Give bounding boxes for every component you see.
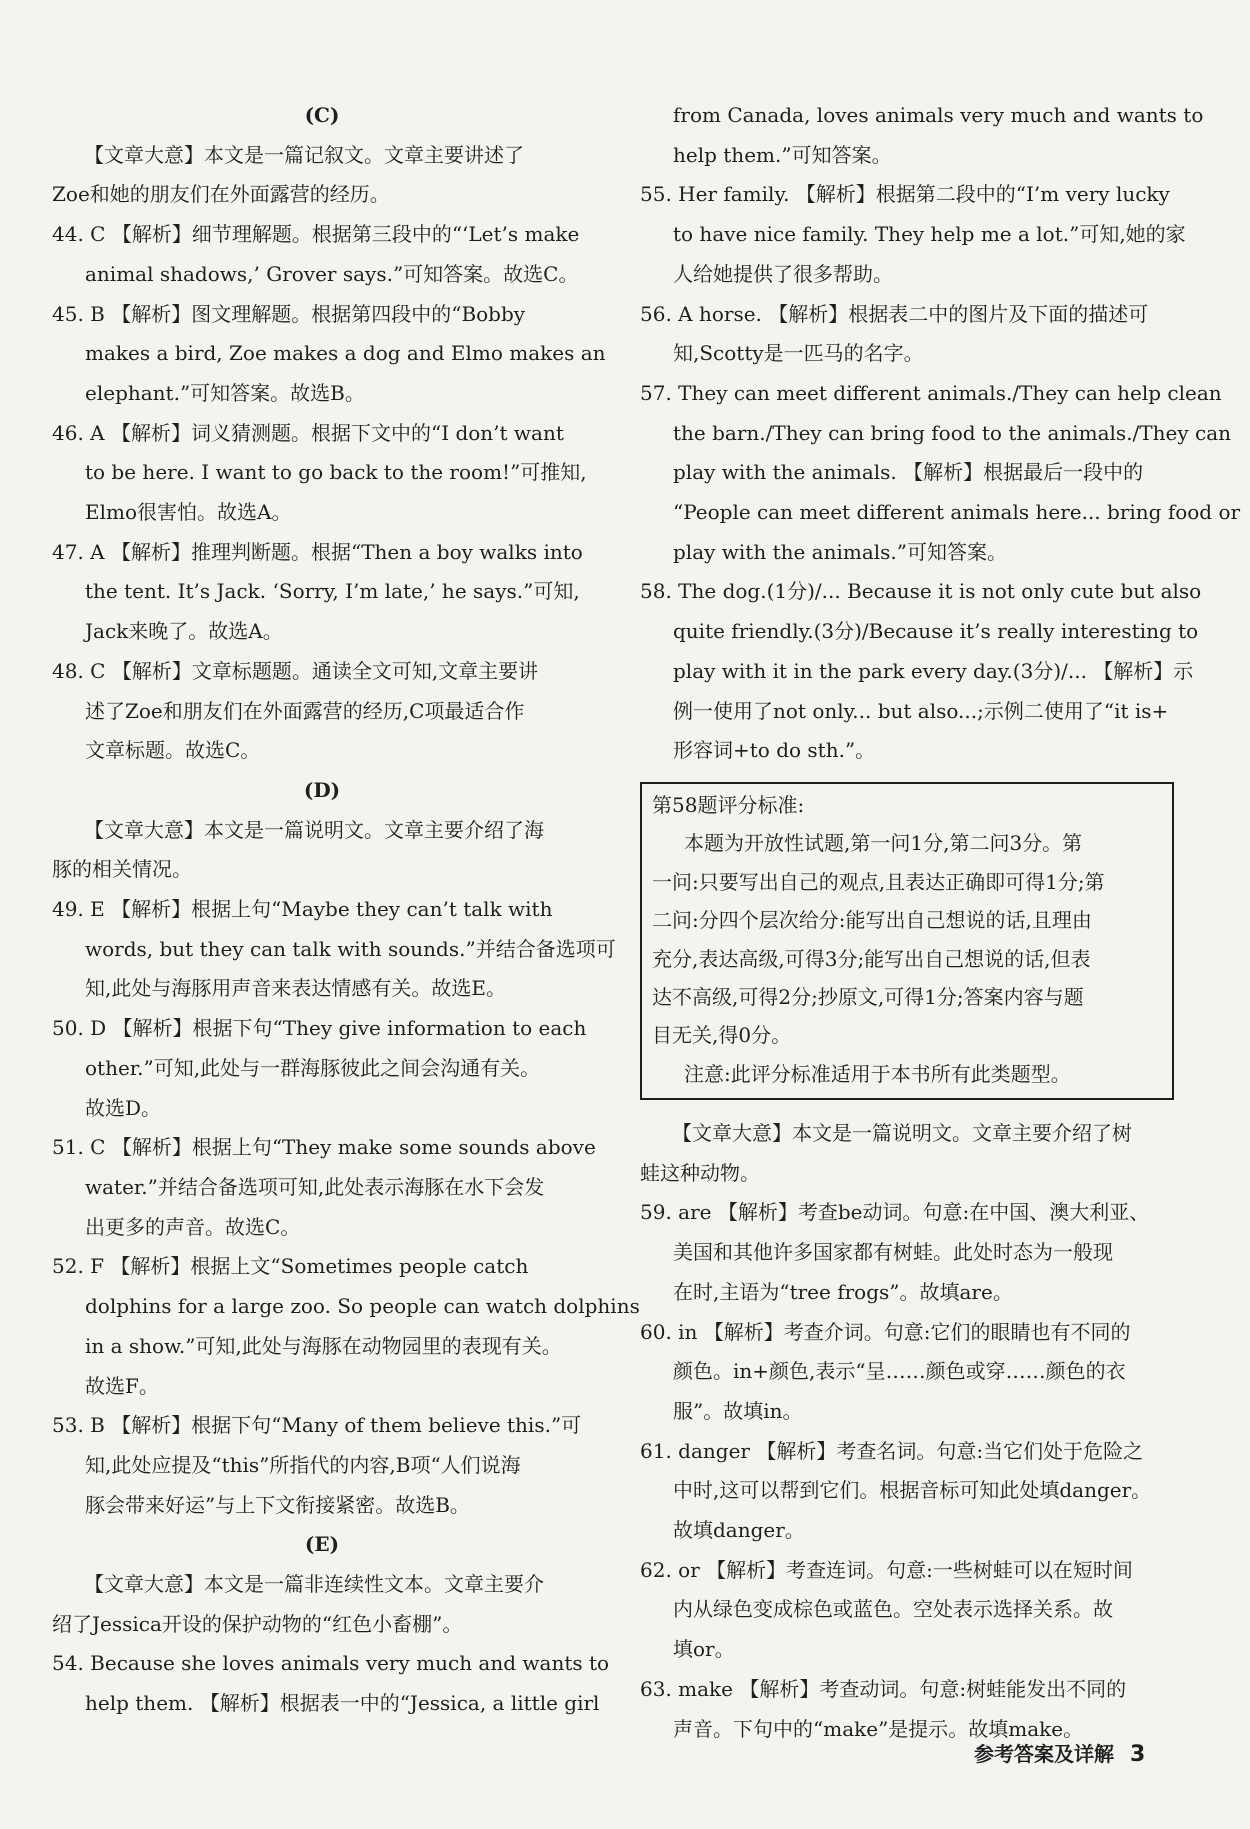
scoring-box-line: 目无关,得0分。	[652, 1023, 792, 1048]
footer-title: 参考答案及详解	[974, 1742, 1114, 1766]
right-column-top	[640, 96, 1241, 771]
right-column-line: 例一使用了not only... but also...;示例二使用了“it is+	[673, 698, 1169, 723]
left-column-line: 46. A 【解析】词义猜测题。根据下文中的“I don’t want	[52, 420, 564, 445]
scoring-criteria-box	[640, 782, 1174, 1100]
right-column-line: 62. or 【解析】考查连词。句意:一些树蛙可以在短时间	[640, 1557, 1133, 1582]
left-column-line: 绍了Jessica开设的保护动物的“红色小畜棚”。	[52, 1611, 463, 1636]
right-column-line: 声音。下句中的“make”是提示。故填make。	[673, 1716, 1084, 1741]
left-column-line: water.”并结合备选项可知,此处表示海豚在水下会发	[85, 1174, 545, 1199]
page-footer	[974, 1738, 1145, 1767]
left-column-line: 知,此处与海豚用声音来表达情感有关。故选E。	[85, 976, 506, 1001]
left-column-line: words, but they can talk with sounds.”并结合备选项可	[85, 936, 616, 961]
left-column-line: dolphins for a large zoo. So people can watch dolphins	[85, 1294, 640, 1319]
scoring-box-line: 第58题评分标准:	[652, 793, 805, 817]
right-column-line: 颜色。in+颜色,表示“呈……颜色或穿……颜色的衣	[673, 1359, 1126, 1384]
right-column-line: 60. in 【解析】考查介词。句意:它们的眼睛也有不同的	[640, 1319, 1131, 1344]
left-column-line: elephant.”可知答案。故选B。	[85, 380, 365, 405]
left-column-line: 51. C 【解析】根据上句“They make some sounds above	[52, 1135, 596, 1160]
right-column-line: 人给她提供了很多帮助。	[673, 261, 893, 286]
left-column-line: 【文章大意】本文是一篇说明文。文章主要介绍了海	[84, 817, 544, 842]
page-number: 3	[1130, 1742, 1146, 1767]
left-column-line: 49. E 【解析】根据上句“Maybe they can’t talk with	[52, 897, 553, 922]
left-column-line: 述了Zoe和朋友们在外面露营的经历,C项最适合作	[85, 698, 525, 723]
scoring-box-line: 注意:此评分标准适用于本书所有此类题型。	[684, 1061, 1071, 1086]
right-column-line: play with the animals. 【解析】根据最后一段中的	[673, 460, 1144, 485]
left-column-line: the tent. It’s Jack. ‘Sorry, I’m late,’ he says.”可知,	[85, 579, 580, 604]
left-column-line: animal shadows,’ Grover says.”可知答案。故选C。	[85, 261, 579, 286]
left-column-line: in a show.”可知,此处与海豚在动物园里的表现有关。	[85, 1333, 562, 1358]
left-column-line: (D)	[303, 777, 341, 802]
right-column-line: 形容词+to do sth.”。	[673, 738, 876, 763]
left-column-line: 出更多的声音。故选C。	[85, 1214, 301, 1239]
left-column-line: to be here. I want to go back to the room!”可推知,	[85, 460, 587, 485]
left-column-line: 48. C 【解析】文章标题题。通读全文可知,文章主要讲	[52, 658, 539, 683]
right-column-bottom	[640, 1114, 1180, 1749]
right-column-line: 内从绿色变成棕色或蓝色。空处表示选择关系。故	[673, 1597, 1113, 1622]
right-column-line: 58. The dog.(1分)/... Because it is not only cute but also	[640, 579, 1202, 604]
scoring-box-line: 一问:只要写出自己的观点,且表达正确即可得1分;第	[652, 869, 1105, 894]
right-column-line: 填or。	[673, 1637, 735, 1662]
left-column-line: 45. B 【解析】图文理解题。根据第四段中的“Bobby	[52, 301, 526, 326]
left-column-line: other.”可知,此处与一群海豚彼此之间会沟通有关。	[85, 1055, 541, 1080]
left-column-line: (C)	[304, 103, 340, 127]
right-column-line: quite friendly.(3分)/Because it’s really interesting to	[673, 619, 1199, 644]
right-column-line: 服”。故填in。	[673, 1398, 803, 1423]
right-column-line: from Canada, loves animals very much and wants to	[673, 103, 1204, 127]
left-column-line: makes a bird, Zoe makes a dog and Elmo makes an	[85, 341, 606, 366]
scoring-box-line: 本题为开放性试题,第一问1分,第二问3分。第	[684, 831, 1083, 856]
scoring-box-line: 二问:分四个层次给分:能写出自己想说的话,且理由	[652, 908, 1092, 933]
left-column-line: 47. A 【解析】推理判断题。根据“Then a boy walks into	[52, 539, 583, 564]
left-column-line: 52. F 【解析】根据上文“Sometimes people catch	[52, 1254, 529, 1279]
right-column-line: 【文章大意】本文是一篇说明文。文章主要介绍了树	[672, 1121, 1132, 1145]
left-column-line: 文章标题。故选C。	[85, 738, 261, 763]
right-column-line: 57. They can meet different animals./They can help clean	[640, 380, 1222, 405]
left-column-line: (E)	[304, 1532, 340, 1557]
right-column-line: 蛙这种动物。	[640, 1160, 760, 1185]
right-column-line: 59. are 【解析】考查be动词。句意:在中国、澳大利亚、	[640, 1200, 1150, 1225]
right-column-line: to have nice family. They help me a lot.”可知,她的家	[673, 222, 1186, 247]
scoring-box-line: 达不高级,可得2分;抄原文,可得1分;答案内容与题	[652, 985, 1084, 1010]
left-column-line: 故选F。	[85, 1373, 159, 1398]
left-column-line: Elmo很害怕。故选A。	[85, 500, 292, 525]
right-column-line: 56. A horse. 【解析】根据表二中的图片及下面的描述可	[640, 301, 1149, 326]
right-column-line: 知,Scotty是一匹马的名字。	[673, 341, 924, 366]
left-column-line: 54. Because she loves animals very much and wants to	[52, 1651, 610, 1676]
right-column-line: play with the animals.”可知答案。	[673, 539, 1008, 564]
right-column-line: 63. make 【解析】考查动词。句意:树蛙能发出不同的	[640, 1676, 1127, 1701]
left-column-line: 知,此处应提及“this”所指代的内容,B项“人们说海	[85, 1452, 521, 1477]
left-column-line: Jack来晚了。故选A。	[85, 619, 283, 644]
right-column-line: 55. Her family. 【解析】根据第二段中的“I’m very lucky	[640, 182, 1170, 207]
left-column-line: 豚会带来好运”与上下文衔接紧密。故选B。	[85, 1492, 470, 1517]
left-column-line: 53. B 【解析】根据下句“Many of them believe this.”可	[52, 1413, 582, 1438]
right-column-line: 故填danger。	[673, 1518, 805, 1543]
left-column-line: help them. 【解析】根据表一中的“Jessica, a little girl	[85, 1691, 600, 1716]
right-column-line: 在时,主语为“tree frogs”。故填are。	[673, 1279, 1013, 1304]
right-column-line: 中时,这可以帮到它们。根据音标可知此处填danger。	[673, 1478, 1152, 1503]
right-column-line: help them.”可知答案。	[673, 142, 892, 167]
right-column-line: play with it in the park every day.(3分)/... 【解析】示	[673, 658, 1194, 683]
right-column-line: “People can meet different animals here... bring food or	[673, 500, 1241, 525]
left-column-line: 【文章大意】本文是一篇记叙文。文章主要讲述了	[84, 142, 524, 167]
right-column-line: 61. danger 【解析】考查名词。句意:当它们处于危险之	[640, 1438, 1144, 1463]
left-column-line: 50. D 【解析】根据下句“They give information to each	[52, 1016, 587, 1041]
left-column-line: 44. C 【解析】细节理解题。根据第三段中的“‘Let’s make	[52, 222, 580, 247]
left-column-line: 豚的相关情况。	[52, 857, 192, 882]
scoring-box-line: 充分,表达高级,可得3分;能写出自己想说的话,但表	[652, 946, 1091, 971]
left-column-line: Zoe和她的朋友们在外面露营的经历。	[52, 182, 390, 207]
right-column-line: the barn./They can bring food to the animals./They can	[673, 420, 1232, 445]
right-column-line: 美国和其他许多国家都有树蛙。此处时态为一般现	[673, 1240, 1113, 1265]
left-column	[52, 96, 640, 1724]
left-column-line: 故选D。	[85, 1095, 162, 1120]
left-column-line: 【文章大意】本文是一篇非连续性文本。文章主要介	[84, 1572, 544, 1597]
